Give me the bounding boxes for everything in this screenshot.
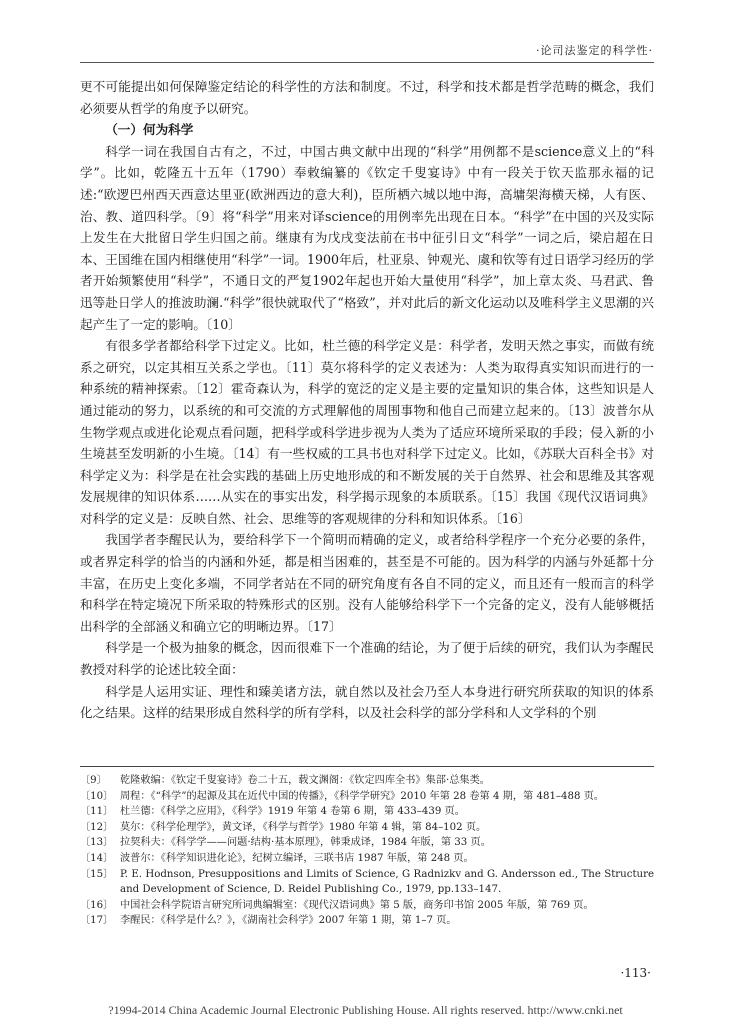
footnote (80, 898, 654, 914)
paragraph-2: 科学一词在我国自古有之，不过，中国古典文献中出现的“科学”用例都不是science意义上的“科学”。比如，乾隆五十五年（1790）奉敕编纂的《钦定千叟宴诗》中有一段关于钦天监那永福的记述:“欧逻巴州西天西意达里亚(欧洲西边的意大利)，臣所栖六城以地中海，高墉架海横天梯，人有医、治、教、道四科学。〔9〕将“科学”用来对译science的用例率先出现在日本。“科学”在中国的兴及实际上发生在大批留日学生归国之前。继康有为戊戌变法前在书中征引日文“科学”一词之后，梁启超在日本、王国维在国内相继使用“科学”一词。1900年后，杜亚泉、钟观光、虞和钦等有过日语学习经历的学者开始频繁使用“科学”，不通日文的严复1902年起也开始大量使用“科学”，加上章太炎、马君武、鲁迅等赴日学人的推波助澜.“科学”很快就取代了“格致”，并对此后的新文化运动以及唯科学主义思潮的兴起产生了一定的影响。〔10〕 (80, 143, 654, 332)
footnote (80, 820, 654, 836)
footnote (80, 867, 654, 898)
page-number: ·113· (620, 966, 651, 980)
footnote-rule (80, 766, 654, 767)
footnote-text: 莫尔：《科学伦理学》，黄文译，《科学与哲学》1980 年第 4 辑，第 84–102 页。 (120, 821, 487, 833)
footnote-text: 中国社会科学院语言研究所词典编辑室：《现代汉语词典》第 5 版，商务印书馆 2005 年版，第 769 页。 (120, 899, 594, 911)
paragraph-3: 有很多学者都给科学下过定义。比如，杜兰德的科学定义是：科学者，发明天然之事实，而做有统系之研究，以定其相互关系之学也。〔11〕莫尔将科学的定义表述为：人类为取得真实知识而进行的一种系统的精神探索。〔12〕霍奇森认为，科学的宽泛的定义是主要的定量知识的集合体，这些知识是人通过能动的努力，以系统的和可交流的方式理解他的周围事物和他自己而建立起来的。〔13〕波普尔从生物学观点或进化论观点看问题，把科学或科学进步视为人类为了适应环境所采取的手段；侵入新的小生境甚至发明新的小生境。〔14〕有一些权威的工具书也对科学下过定义。比如，《苏联大百科全书》对科学定义为：科学是在社会实践的基础上历史地形成的和不断发展的关于自然界、社会和思维及其客观发展规律的知识体系……从实在的事实出发，科学揭示现象的本质联系。〔15〕我国《现代汉语词典》对科学的定义是：反映自然、社会、思维等的客观规律的分科和知识体系。〔16〕 (80, 338, 654, 526)
paragraph-1: 更不可能提出如何保障鉴定结论的科学性的方法和制度。不过，科学和技术都是哲学范畴的概念，我们必须要从哲学的角度予以研究。 (80, 79, 654, 116)
paragraph-6: 科学是人运用实证、理性和臻美诸方法，就自然以及社会乃至人本身进行研究所获取的知识的体系化之结果。这样的结果形成自然科学的所有学科，以及社会科学的部分学科和人文学科的个别 (80, 683, 654, 721)
footnote-number: 〔13〕 (80, 837, 114, 849)
section-heading: （一）何为科学 (105, 122, 194, 138)
footnote-number: 〔10〕 (80, 790, 114, 802)
footnote-text: 波普尔：《科学知识进化论》，纪树立编译，三联书店 1987 年版，第 248 页。 (120, 852, 474, 864)
footnote (80, 789, 654, 805)
footnote-number: 〔15〕 (80, 868, 114, 880)
footnotes (80, 773, 654, 929)
footnote-text: 乾隆敕编：《钦定千叟宴诗》卷二十五，载文渊阁：《钦定四库全书》集部·总集类。 (120, 775, 490, 786)
header-rule (80, 62, 654, 63)
footnote-text: 杜兰德：《科学之应用》，《科学》1919 年第 4 卷第 6 期，第 433–439 页。 (120, 806, 465, 818)
footnote-number: 〔11〕 (80, 806, 114, 818)
footnote-number: 〔12〕 (80, 821, 114, 833)
footnote-number: 〔17〕 (80, 915, 114, 927)
footnote (80, 835, 654, 851)
body-text (80, 76, 654, 724)
running-head: ·论司法鉴定的科学性· (536, 44, 653, 57)
footnote (80, 773, 654, 789)
footnote (80, 804, 654, 820)
footnote-text: 拉契科夫：《科学学——问题·结构·基本原理》，韩秉成译，1984 年版，第 33 页。 (120, 837, 491, 849)
footnote-number: 〔9〕 (80, 775, 107, 786)
footnote-text: 周程：《“科学”的起源及其在近代中国的传播》，《科学学研究》2010 年第 28 卷第 4 期，第 481–488 页。 (120, 790, 605, 802)
paragraph-5: 科学是一个极为抽象的概念，因而很难下一个准确的结论，为了便于后续的研究，我们认为李醒民教授对科学的论述比较全面： (80, 640, 654, 678)
footnote-text: 李醒民：《科学是什么？》，《湖南社会科学》2007 年第 1 期，第 1–7 页。 (120, 915, 457, 927)
footnote-number: 〔16〕 (80, 899, 114, 911)
copyright-footer: ?1994-2014 China Academic Journal Electronic Publishing House. All rights reserved. http://www.cnki.net (108, 1003, 623, 1017)
footnote-number: 〔14〕 (80, 852, 114, 864)
footnote-text: P. E. Hodnson, Presuppositions and Limits of Science, G Radnizkv and G. Andersson ed., The Structure and Development of Science, D. Reidel Publishing Co., 1979, pp.133–147. (120, 868, 654, 896)
paragraph-4: 我国学者李醒民认为，要给科学下一个简明而精确的定义，或者给科学程序一个充分必要的条件，或者界定科学的恰当的内涵和外延，都是相当困难的，甚至是不可能的。因为科学的内涵与外延都十分丰富，在历史上变化多端，不同学者站在不同的研究角度有各自不同的定义，而且还有一般而言的科学和科学在特定境况下所采取的特殊形式的区别。没有人能够给科学下一个完备的定义，没有人能够概括出科学的全部涵义和确立它的明晰边界。〔17〕 (80, 532, 654, 634)
footnote (80, 851, 654, 867)
footnote (80, 913, 654, 929)
